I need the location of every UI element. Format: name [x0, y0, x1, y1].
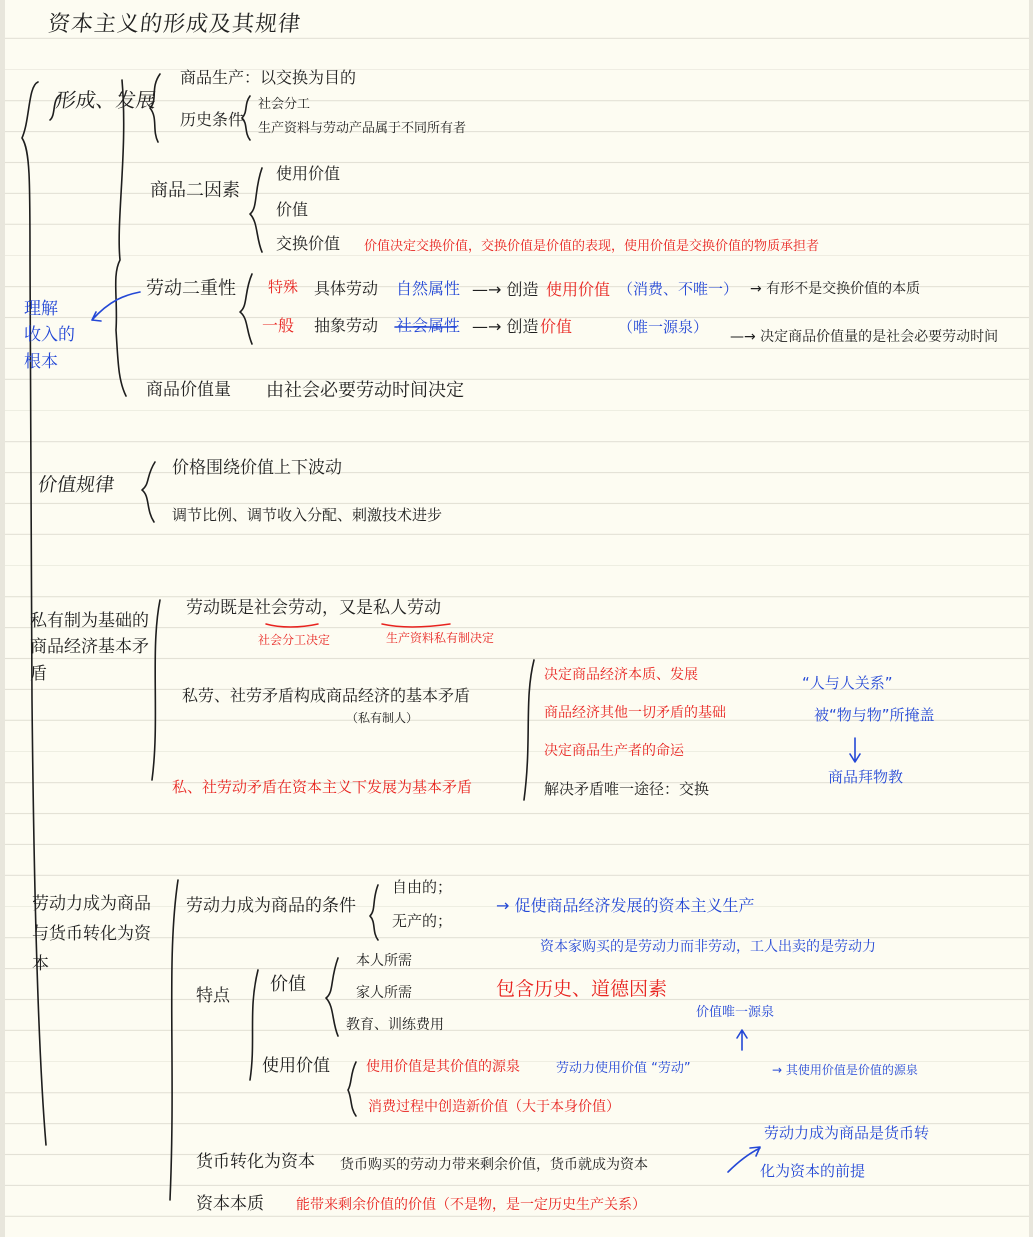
s1-arrow2: —→ 创造 [472, 317, 539, 336]
s4-essence-text: 能带来剩余价值的价值（不是物，是一定历史生产关系） [296, 1197, 646, 1213]
s1-social-attr: 社会属性 [396, 316, 461, 335]
s3-sub-brace [524, 660, 534, 800]
s3-line2-sub: （私有制人） [346, 711, 419, 725]
s4-circle-note2: 化为资本的前提 [760, 1162, 866, 1180]
s1-factor-brace [250, 168, 262, 252]
s1-paren2: （唯一源泉） [618, 318, 709, 336]
s1-paren1: （消费、不唯一） [618, 280, 739, 298]
s1-value: 价值 [276, 200, 309, 219]
s4-value3: 教育、训练费用 [346, 1017, 444, 1033]
s2-line1: 价格围绕价值上下波动 [172, 458, 342, 478]
s1-main-brace [116, 80, 126, 396]
s1-concrete-labor: 具体劳动 [314, 279, 379, 298]
s1-creates-value: 价值 [540, 317, 573, 336]
s1-exchange-note: 价值决定交换价值，交换价值是价值的表现，使用价值是交换价值的物质承担者 [364, 239, 820, 254]
s4-capital-text: 货币购买的劳动力带来剩余价值，货币就成为资本 [340, 1157, 648, 1173]
s2-brace [142, 462, 155, 522]
s2-heading: 价值规律 [36, 474, 116, 496]
s4-use-brace [348, 1062, 356, 1116]
s4-use-label: 使用价值 [262, 1056, 330, 1076]
s2-line2: 调节比例、调节收入分配、刺激技术进步 [172, 506, 443, 524]
s1-cond2-a: 社会分工 [258, 97, 311, 112]
s3-line3: 私、社劳动矛盾在资本主义下发展为基本矛盾 [172, 778, 473, 796]
s1-natural-attr: 自然属性 [396, 279, 461, 298]
s4-heading: 劳动力成为商品与货币转化为资本 [32, 894, 151, 974]
s1-creates-use-value: 使用价值 [546, 280, 611, 299]
s4-use-note4: 消费过程中创造新价值（大于本身价值） [368, 1099, 620, 1115]
s1-magnitude-label: 商品价值量 [146, 380, 231, 400]
s4-cond-note: → 促使商品经济发展的资本主义生产 [496, 896, 755, 915]
s1-labor-label: 劳动二重性 [146, 278, 236, 299]
s1-factors-label: 商品二因素 [150, 180, 240, 201]
s1-concrete-tail: → 有形不是交换价值的本质 [750, 281, 921, 297]
s3-heading: 私有制为基础的商品经济基本矛盾 [30, 611, 149, 684]
s4-value-label: 价值 [270, 974, 306, 995]
s3-line1-note2: 生产资料私有制决定 [386, 631, 495, 645]
s4-capitalist-note: 资本家购买的是劳动力而非劳动，工人出卖的是劳动力 [540, 939, 876, 955]
s3-fetish: 商品拜物教 [828, 768, 904, 786]
s4-use-note2: 劳动力使用价值 “劳动” [556, 1061, 691, 1076]
s4-value1: 本人所需 [356, 953, 412, 969]
page-title: 资本主义的形成及其规律 [46, 12, 303, 37]
s3-branch4: 解决矛盾唯一途径：交换 [544, 780, 710, 798]
s3-branch2: 商品经济其他一切矛盾的基础 [544, 705, 726, 721]
s4-main-brace [170, 880, 178, 1200]
capital-arrow [728, 1147, 760, 1172]
s4-cond-brace [370, 885, 378, 940]
s4-features-label: 特点 [196, 986, 230, 1006]
s3-quote1: “人与人关系” [802, 674, 893, 692]
s4-feat-brace [250, 970, 258, 1080]
s4-essence-label: 资本本质 [196, 1194, 264, 1214]
s3-line1-note1: 社会分工决定 [258, 633, 331, 647]
s4-use-note1: 使用价值是其价值的源泉 [366, 1059, 520, 1075]
s4-cond2: 无产的； [392, 912, 453, 930]
s1-abstract-mark: 一般 [262, 316, 295, 335]
s3-branch1: 决定商品经济本质、发展 [544, 667, 698, 683]
s4-capital-label: 货币转化为资本 [196, 1152, 315, 1172]
source-arrow [737, 1030, 747, 1050]
s1-concrete-mark: 特殊 [268, 278, 299, 296]
private-labor-underline [382, 624, 450, 627]
s1-arrow1: —→ 创造 [472, 280, 539, 299]
s1-magnitude-text: 由社会必要劳动时间决定 [266, 380, 464, 401]
s4-value2: 家人所需 [356, 985, 412, 1001]
s3-line1: 劳动既是社会劳动，又是私人劳动 [186, 598, 441, 618]
s4-use-note3: → 其使用价值是价值的源泉 [772, 1063, 918, 1077]
social-labor-underline [266, 624, 318, 627]
s4-value-brace [326, 958, 338, 1036]
s4-circle-note1: 劳动力成为商品是货币转 [764, 1124, 930, 1142]
s3-branch3: 决定商品生产者的命运 [544, 743, 684, 759]
s4-cond1: 自由的； [392, 878, 453, 896]
fetish-arrow [850, 738, 860, 762]
s1-cond2-label: 历史条件 [180, 110, 245, 129]
s4-cond-label: 劳动力成为商品的条件 [186, 896, 356, 916]
s1-heading: 形成、发展 [54, 88, 158, 112]
s1-use-value: 使用价值 [276, 164, 341, 183]
s1-cond2-b: 生产资料与劳动产品属于不同所有者 [258, 121, 467, 136]
s1-abstract-labor: 抽象劳动 [314, 316, 379, 335]
s1-side-note: 理解 收入的 根本 [24, 299, 75, 372]
s1-exchange-value: 交换价值 [276, 234, 341, 253]
s1-cond1: 商品生产：以交换为目的 [180, 68, 357, 87]
s3-line2: 私劳、社劳矛盾构成商品经济的基本矛盾 [182, 686, 471, 705]
s4-history-note: 包含历史、道德因素 [496, 978, 668, 1000]
s1-abstract-tail: —→ 决定商品价值量的是社会必要劳动时间 [730, 329, 999, 345]
s4-source-note: 价值唯一源泉 [696, 1005, 775, 1020]
s3-main-brace [152, 600, 160, 780]
s3-quote2: 被“物与物”所掩盖 [814, 706, 935, 724]
s1-labor-brace [240, 274, 252, 344]
